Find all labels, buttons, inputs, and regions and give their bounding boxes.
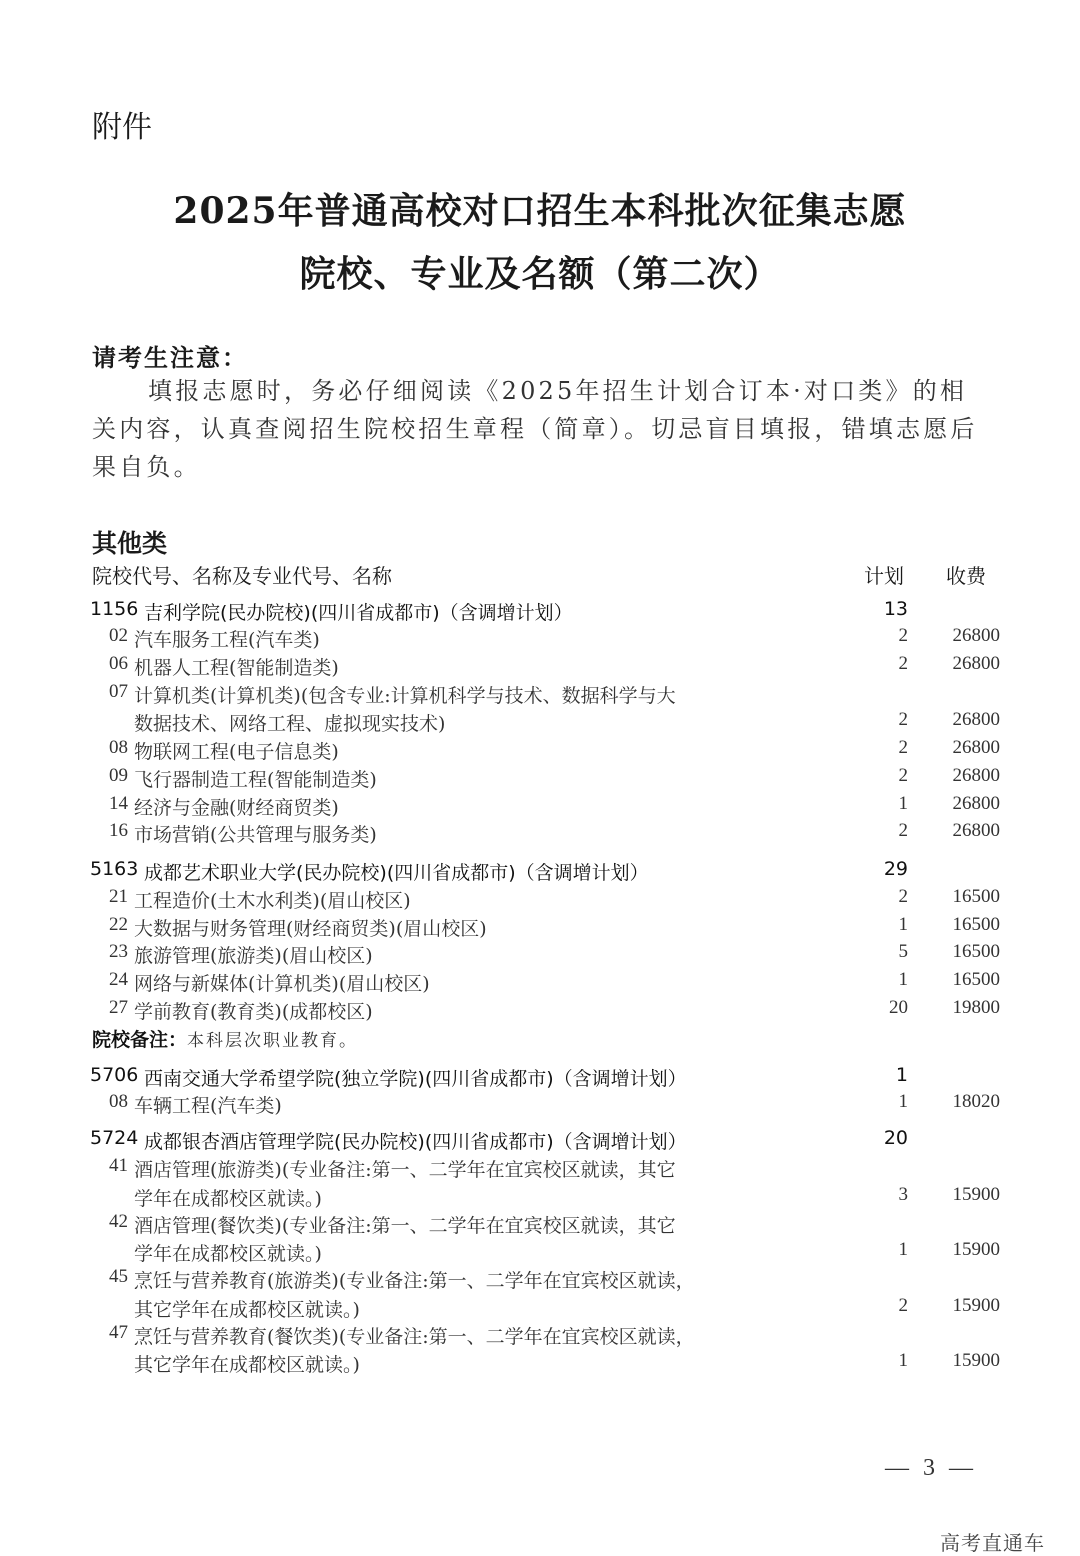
- major-name: 经济与金融(财经商贸类): [134, 797, 339, 819]
- major-plan: 1: [898, 1091, 908, 1112]
- major-name: 大数据与财务管理(财经商贸类)(眉山校区): [134, 918, 487, 940]
- major-code: 41: [109, 1155, 128, 1176]
- header-name-column: 院校代号、名称及专业代号、名称: [92, 564, 392, 588]
- school-remark-label: 院校备注：: [92, 1029, 188, 1051]
- major-fee: 16500: [952, 886, 1000, 907]
- school-plan: 1: [895, 1064, 908, 1086]
- major-code: 02: [109, 625, 128, 646]
- major-code: 14: [109, 793, 128, 814]
- major-row: [0, 793, 1080, 821]
- major-plan: 2: [898, 625, 908, 646]
- major-name: 学前教育(教育类)(成都校区): [134, 1001, 373, 1023]
- major-name-continued: 学年在成都校区就读。): [134, 1188, 322, 1210]
- major-name: 烹饪与营养教育(旅游类)(专业备注:第一、二学年在宜宾校区就读，: [134, 1270, 695, 1292]
- school-name: 成都银杏酒店管理学院(民办院校)(四川省成都市)（含调增计划）: [144, 1131, 687, 1153]
- school-name: 吉利学院(民办院校)(四川省成都市)（含调增计划）: [144, 602, 573, 624]
- category-heading: 其他类: [92, 529, 168, 558]
- school-plan: 29: [883, 858, 908, 880]
- major-row: [0, 1266, 1080, 1321]
- school-code: 5706: [90, 1064, 139, 1086]
- major-plan: 1: [898, 793, 908, 814]
- major-name: 网络与新媒体(计算机类)(眉山校区): [134, 973, 430, 995]
- major-plan: 2: [898, 709, 908, 730]
- school-plan: 20: [883, 1127, 908, 1149]
- major-row: [0, 941, 1080, 969]
- major-code: 09: [109, 765, 128, 786]
- major-fee: 16500: [952, 941, 1000, 962]
- major-code: 16: [109, 820, 128, 841]
- major-fee: 26800: [952, 625, 1000, 646]
- major-plan: 1: [898, 969, 908, 990]
- major-plan: 2: [898, 653, 908, 674]
- major-name: 机器人工程(智能制造类): [134, 657, 339, 679]
- major-name: 计算机类(计算机类)(包含专业:计算机科学与技术、数据科学与大: [134, 685, 676, 707]
- major-fee: 26800: [952, 653, 1000, 674]
- major-name: 旅游管理(旅游类)(眉山校区): [134, 945, 373, 967]
- school-remark: [92, 1025, 358, 1052]
- major-code: 23: [109, 941, 128, 962]
- major-name: 市场营销(公共管理与服务类): [134, 824, 377, 846]
- major-code: 06: [109, 653, 128, 674]
- major-row: [0, 914, 1080, 942]
- major-fee: 26800: [952, 765, 1000, 786]
- major-plan: 2: [898, 1295, 908, 1316]
- major-row: [0, 969, 1080, 997]
- major-fee: 26800: [952, 820, 1000, 841]
- school-row: [0, 1064, 1080, 1092]
- major-row: [0, 653, 1080, 681]
- school-plan: 13: [883, 598, 908, 620]
- major-fee: 15900: [952, 1184, 1000, 1205]
- major-code: 47: [109, 1322, 128, 1343]
- school-code: 1156: [90, 598, 139, 620]
- major-fee: 15900: [952, 1239, 1000, 1260]
- major-plan: 1: [898, 1239, 908, 1260]
- major-plan: 1: [898, 1350, 908, 1371]
- document-title-line1: 2025年普通高校对口招生本科批次征集志愿: [173, 190, 907, 232]
- notice-body: 填报志愿时，务必仔细阅读《2025年招生计划合订本·对口类》的相关内容，认真查阅招生院校招生章程（简章）。切忌盲目填报，错填志愿后果自负。: [92, 377, 978, 481]
- major-plan: 5: [898, 941, 908, 962]
- major-code: 24: [109, 969, 128, 990]
- major-plan: 20: [889, 997, 908, 1018]
- major-code: 22: [109, 914, 128, 935]
- major-row: [0, 625, 1080, 653]
- major-name: 酒店管理(旅游类)(专业备注:第一、二学年在宜宾校区就读，其它: [134, 1159, 676, 1181]
- major-plan: 2: [898, 765, 908, 786]
- major-name: 工程造价(土木水利类)(眉山校区): [134, 890, 411, 912]
- watermark: 高考直通车: [940, 1531, 1045, 1555]
- major-row: [0, 1211, 1080, 1265]
- major-row: [0, 1091, 1080, 1119]
- school-row: [0, 1127, 1080, 1155]
- major-code: 45: [109, 1266, 128, 1287]
- major-plan: 1: [898, 914, 908, 935]
- major-row: [0, 1155, 1080, 1210]
- major-name: 酒店管理(餐饮类)(专业备注:第一、二学年在宜宾校区就读，其它: [134, 1215, 676, 1237]
- major-plan: 2: [898, 886, 908, 907]
- school-row: [0, 858, 1080, 886]
- major-name-continued: 其它学年在成都校区就读。): [134, 1299, 360, 1321]
- attachment-label: 附件: [92, 110, 152, 145]
- school-code: 5163: [90, 858, 139, 880]
- school-name: 成都艺术职业大学(民办院校)(四川省成都市)（含调增计划）: [144, 862, 649, 884]
- major-name: 车辆工程(汽车类): [134, 1095, 282, 1117]
- major-code: 42: [109, 1211, 128, 1232]
- school-code: 5724: [90, 1127, 139, 1149]
- school-name: 西南交通大学希望学院(独立学院)(四川省成都市)（含调增计划）: [144, 1068, 687, 1090]
- major-plan: 2: [898, 737, 908, 758]
- major-fee: 26800: [952, 709, 1000, 730]
- major-name-continued: 数据技术、网络工程、虚拟现实技术): [134, 713, 446, 735]
- major-name: 飞行器制造工程(智能制造类): [134, 769, 377, 791]
- major-code: 07: [109, 681, 128, 702]
- major-code: 08: [109, 737, 128, 758]
- major-row: [0, 1322, 1080, 1376]
- page-number: — 3 —: [885, 1455, 977, 1481]
- major-name-continued: 其它学年在成都校区就读。): [134, 1354, 360, 1376]
- notice-heading: 请考生注意：: [92, 343, 248, 372]
- major-fee: 19800: [952, 997, 1000, 1018]
- major-fee: 16500: [952, 914, 1000, 935]
- major-fee: 26800: [952, 793, 1000, 814]
- major-name: 汽车服务工程(汽车类): [134, 629, 320, 651]
- major-fee: 15900: [952, 1295, 1000, 1316]
- major-row: [0, 997, 1080, 1025]
- major-name: 烹饪与营养教育(餐饮类)(专业备注:第一、二学年在宜宾校区就读，: [134, 1326, 695, 1348]
- major-plan: 2: [898, 820, 908, 841]
- major-row: [0, 820, 1080, 848]
- document-title-line2: 院校、专业及名额（第二次）: [299, 253, 781, 295]
- school-row: [0, 598, 1080, 626]
- major-code: 21: [109, 886, 128, 907]
- header-plan-column: 计划: [864, 564, 904, 588]
- major-row: [0, 765, 1080, 793]
- major-fee: 18020: [952, 1091, 1000, 1112]
- header-fee-column: 收费: [946, 564, 986, 588]
- major-fee: 26800: [952, 737, 1000, 758]
- major-row: [0, 681, 1080, 735]
- major-row: [0, 737, 1080, 765]
- major-name: 物联网工程(电子信息类): [134, 741, 339, 763]
- school-remark-text: 本科层次职业教育。: [187, 1031, 359, 1051]
- major-code: 27: [109, 997, 128, 1018]
- major-code: 08: [109, 1091, 128, 1112]
- major-plan: 3: [898, 1184, 908, 1205]
- major-name-continued: 学年在成都校区就读。): [134, 1243, 322, 1265]
- major-fee: 15900: [952, 1350, 1000, 1371]
- major-fee: 16500: [952, 969, 1000, 990]
- major-row: [0, 886, 1080, 914]
